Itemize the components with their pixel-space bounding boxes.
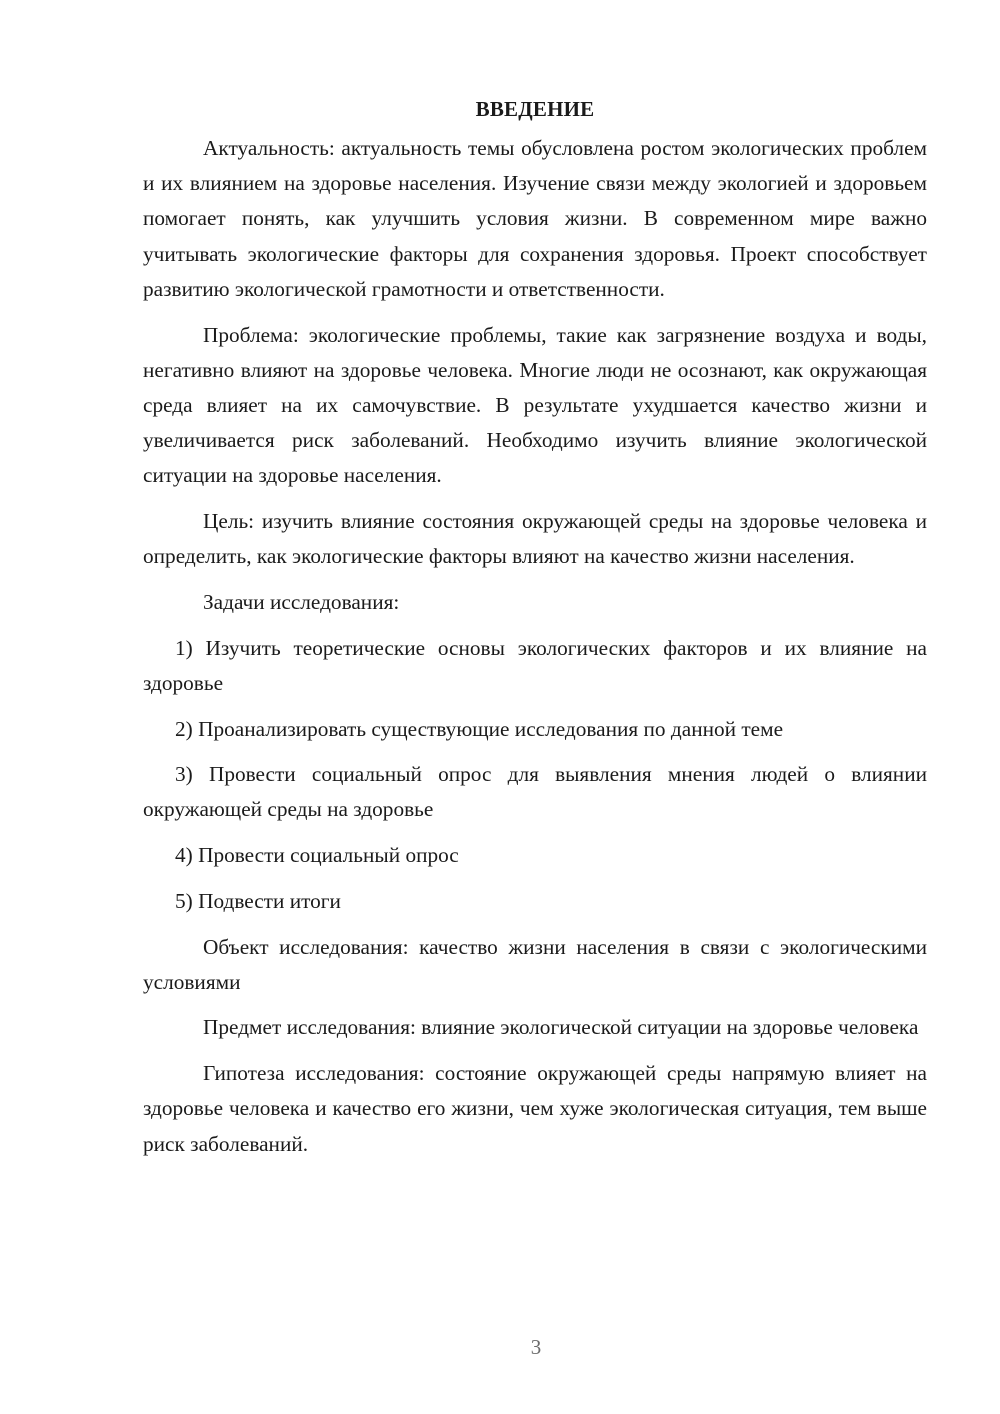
task-item-4: 4) Провести социальный опрос bbox=[175, 843, 459, 868]
task-item-2: 2) Проанализировать существующие исследования по данной теме bbox=[175, 716, 784, 741]
document-page bbox=[143, 92, 927, 1162]
paragraph-problem: Проблема: экологические проблемы, такие как загрязнение воздуха и воды, негативно влияют на здоровье человека. Многие люди не осознают, как окружающая среда влияет на их самочувствие. В результате ухудшается качество жизни и увеличивается риск заболеваний. Необходимо изучить влияние экологической ситуации на здоровье населения. bbox=[143, 322, 927, 488]
paragraph-relevance: Актуальность: актуальность темы обусловлена ростом экологических проблем и их влиянием на здоровье населения. Изучение связи между экологией и здоровьем помогает понять, как улучшить условия жизни. В современном мире важно учитывать экологические факторы для сохранения здоровья. Проект способствует развитию экологической грамотности и ответственности. bbox=[143, 136, 927, 301]
paragraph-subject: Предмет исследования: влияние экологической ситуации на здоровье человека bbox=[203, 1015, 919, 1040]
task-item-5: 5) Подвести итоги bbox=[175, 888, 341, 913]
task-item-1: 1) Изучить теоретические основы экологических факторов и их влияние на здоровье bbox=[143, 635, 927, 695]
task-item-3: 3) Провести социальный опрос для выявления мнения людей о влиянии окружающей среды на здоровье bbox=[143, 762, 927, 822]
page-number: 3 bbox=[530, 1335, 542, 1359]
paragraph-hypothesis: Гипотеза исследования: состояние окружающей среды напрямую влияет на здоровье человека и качество его жизни, чем хуже экологическая ситуация, тем выше риск заболеваний. bbox=[143, 1061, 927, 1156]
paragraph-object: Объект исследования: качество жизни населения в связи с экологическими условиями bbox=[143, 934, 927, 994]
tasks-heading: Задачи исследования: bbox=[203, 589, 400, 614]
paragraph-goal: Цель: изучить влияние состояния окружающей среды на здоровье человека и определить, как экологические факторы влияют на качество жизни населения. bbox=[143, 509, 927, 569]
page-title: ВВЕДЕНИЕ bbox=[475, 97, 595, 121]
